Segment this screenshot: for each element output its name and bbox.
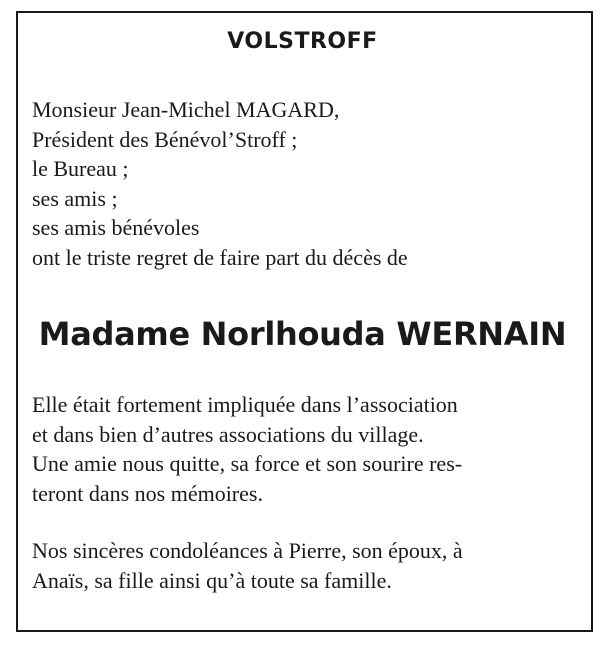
tribute-paragraph: [32, 390, 573, 508]
sender-line: le Bureau ;: [32, 156, 129, 181]
deceased-name: Madame Norlhouda WERNAIN: [38, 315, 567, 353]
sender-line: Président des Bénévol’Stroff ;: [32, 126, 298, 152]
condolences-line: Nos sincères condoléances à Pierre, son époux, à: [32, 538, 463, 563]
sender-line: ses amis bénévoles: [32, 215, 200, 240]
condolences-line: Anaïs, sa fille ainsi qu’à toute sa famille.: [32, 567, 392, 593]
sender-line: Monsieur Jean-Michel MAGARD,: [32, 97, 340, 122]
tribute-line: Une amie nous quitte, sa force et son sourire res-: [32, 451, 463, 476]
tribute-line: Elle était fortement impliquée dans l’association: [32, 392, 458, 417]
announcement-line: ont le triste regret de faire part du décès de: [32, 244, 408, 270]
tribute-line: et dans bien d’autres associations du village.: [32, 421, 424, 447]
notice-heading: VOLSTROFF: [227, 29, 378, 54]
tribute-line: teront dans nos mémoires.: [32, 480, 263, 506]
sender-line: ses amis ;: [32, 185, 118, 211]
obituary-notice: [16, 11, 593, 632]
condolences-paragraph: [32, 536, 573, 595]
senders-list: [32, 95, 573, 272]
